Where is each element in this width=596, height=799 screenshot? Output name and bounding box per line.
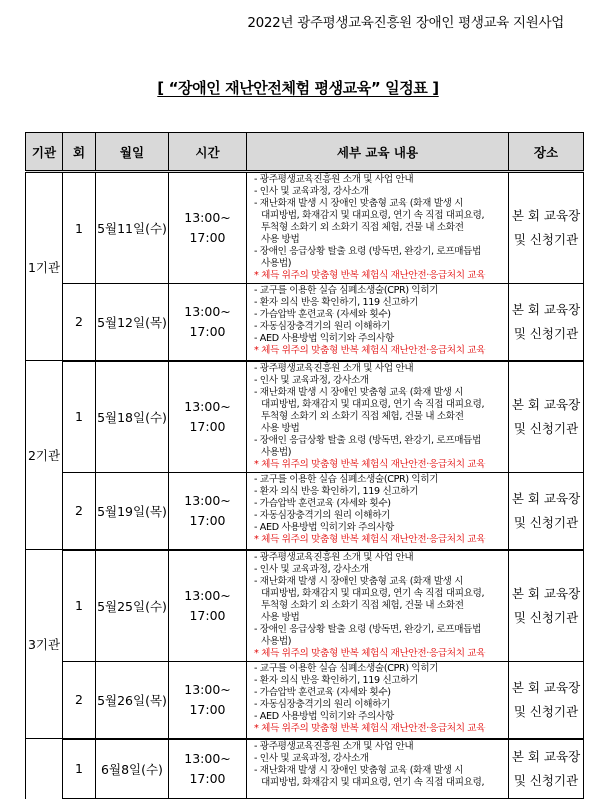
column-header: 세부 교육 내용 — [247, 133, 509, 172]
detail-line: 사용법) — [261, 635, 292, 647]
table-row — [26, 550, 584, 662]
session-number-cell: 1 — [63, 361, 96, 473]
session-place-text: 본 회 교육장 및 신청기관 — [511, 748, 581, 788]
detail-line: - AED 사용방법 익히기와 주의사항 — [254, 711, 394, 722]
session-detail-cell — [247, 172, 509, 284]
session-detail-cell — [247, 473, 509, 550]
title-text: [ “장애인 재난안전체험 평생교육” 일정표 ] — [157, 79, 439, 97]
detail-line: 대피방법, 화재감지 및 대피요령, 연기 속 직접 대피요령, — [261, 776, 485, 788]
detail-line: - AED 사용방법 익히기와 주의사항 — [254, 522, 394, 533]
detail-line: 투척형 소화기 외 소화기 직접 체험, 건물 내 소화전 — [261, 222, 464, 233]
detail-line: - 가슴압박 훈련교육 (자세와 횟수) — [254, 498, 391, 509]
detail-line: 투척형 소화기 외 소화기 직접 체험, 건물 내 소화전 — [261, 599, 464, 611]
detail-line: - 자동심장충격기의 원리 이해하기 — [254, 510, 391, 521]
table-header-row — [26, 133, 584, 172]
detail-line: - 광주평생교육진흥원 소개 및 사업 안내 — [254, 740, 414, 752]
institution-cell: 3기관 — [26, 550, 63, 739]
column-header: 시간 — [169, 133, 247, 172]
session-time-cell — [169, 172, 247, 284]
detail-line: 대피방법, 화재감지 및 대피요령, 연기 속 직접 대피요령, — [261, 398, 485, 410]
session-detail-cell — [247, 361, 509, 473]
session-place-cell — [509, 473, 584, 550]
detail-line: 사용법) — [261, 446, 292, 458]
document-title — [0, 77, 596, 98]
session-time-cell — [169, 662, 247, 739]
detail-line: - 광주평생교육진흥원 소개 및 사업 안내 — [254, 362, 414, 374]
session-place-cell — [509, 662, 584, 739]
session-number-cell: 1 — [63, 739, 96, 799]
detail-line: - 재난화재 발생 시 장애인 맞춤형 교육 (화재 발생 시 — [254, 386, 464, 398]
detail-line: 사용 방법 — [261, 422, 300, 434]
column-header: 회 — [63, 133, 96, 172]
institution-cell — [26, 739, 63, 799]
detail-line: - 장애인 응급상황 탈출 요령 (방독면, 완강기, 로프매듭법 — [254, 623, 481, 635]
detail-line: - 장애인 응급상황 탈출 요령 (방독면, 완강기, 로프매듭법 — [254, 434, 481, 446]
session-time-text: 13:00~ 17:00 — [184, 587, 231, 623]
session-date-cell: 5월11일(수) — [96, 172, 169, 284]
detail-line: - 인사 및 교육과정, 강사소개 — [254, 752, 369, 764]
detail-line: - 재난화재 발생 시 장애인 맞춤형 교육 (화재 발생 시 — [254, 198, 464, 209]
table-row — [26, 172, 584, 284]
session-time-text: 13:00~ 17:00 — [184, 398, 231, 434]
detail-line: 사용법) — [261, 258, 292, 269]
institution-cell: 2기관 — [26, 361, 63, 550]
schedule-body — [26, 172, 584, 799]
detail-line: - 재난화재 발생 시 장애인 맞춤형 교육 (화재 발생 시 — [254, 764, 464, 776]
session-place-text: 본 회 교육장 및 신청기관 — [511, 679, 581, 719]
table-row — [26, 739, 584, 799]
session-place-cell — [509, 361, 584, 473]
session-date-cell: 5월26일(목) — [96, 662, 169, 739]
session-date-cell: 5월18일(수) — [96, 361, 169, 473]
detail-line: 투척형 소화기 외 소화기 직접 체험, 건물 내 소화전 — [261, 410, 464, 422]
session-place-text: 본 회 교육장 및 신청기관 — [511, 208, 581, 247]
detail-line: - 광주평생교육진흥원 소개 및 사업 안내 — [254, 174, 414, 185]
detail-note-line: * 체득 위주의 맞춤형 반복 체험식 재난안전·응급처치 교육 — [254, 458, 486, 470]
detail-line: - 자동심장충격기의 원리 이해하기 — [254, 321, 391, 332]
detail-line: - 인사 및 교육과정, 강사소개 — [254, 374, 369, 386]
session-place-text: 본 회 교육장 및 신청기관 — [511, 396, 581, 436]
session-place-cell — [509, 172, 584, 284]
column-header: 월일 — [96, 133, 169, 172]
detail-line: - 자동심장충격기의 원리 이해하기 — [254, 699, 391, 710]
detail-line: - AED 사용방법 익히기와 주의사항 — [254, 333, 394, 344]
table-row — [26, 284, 584, 361]
session-place-text: 본 회 교육장 및 신청기관 — [511, 585, 581, 625]
session-date-cell: 5월19일(목) — [96, 473, 169, 550]
session-detail-cell — [247, 739, 509, 799]
detail-line: - 환자 의식 반응 확인하기, 119 신고하기 — [254, 486, 419, 497]
detail-line: - 인사 및 교육과정, 강사소개 — [254, 186, 369, 197]
session-time-text: 13:00~ 17:00 — [184, 303, 231, 339]
session-number-cell: 1 — [63, 172, 96, 284]
detail-line: - 교구를 이용한 실습 심폐소생술(CPR) 익히기 — [254, 474, 439, 485]
detail-line: - 광주평생교육진흥원 소개 및 사업 안내 — [254, 551, 414, 563]
detail-note-line: * 체득 위주의 맞춤형 반복 체험식 재난안전·응급처치 교육 — [254, 270, 486, 281]
institution-cell: 1기관 — [26, 172, 63, 361]
column-header: 기관 — [26, 133, 63, 172]
session-place-cell — [509, 739, 584, 799]
session-detail-cell — [247, 550, 509, 662]
table-row — [26, 662, 584, 739]
schedule-table — [25, 132, 584, 799]
session-time-cell — [169, 550, 247, 662]
session-time-cell — [169, 739, 247, 799]
session-time-text: 13:00~ 17:00 — [184, 210, 231, 245]
session-time-text: 13:00~ 17:00 — [184, 681, 231, 717]
detail-line: 사용 방법 — [261, 611, 300, 623]
detail-line: - 교구를 이용한 실습 심폐소생술(CPR) 익히기 — [254, 285, 439, 296]
session-number-cell: 1 — [63, 550, 96, 662]
session-time-cell — [169, 361, 247, 473]
session-number-cell: 2 — [63, 662, 96, 739]
session-place-text: 본 회 교육장 및 신청기관 — [511, 490, 581, 530]
detail-note-line: * 체득 위주의 맞춤형 반복 체험식 재난안전·응급처치 교육 — [254, 723, 486, 734]
session-place-cell — [509, 284, 584, 361]
session-number-cell: 2 — [63, 473, 96, 550]
session-place-cell — [509, 550, 584, 662]
detail-note-line: * 체득 위주의 맞춤형 반복 체험식 재난안전·응급처치 교육 — [254, 647, 486, 659]
detail-line: 사용 방법 — [261, 234, 300, 245]
session-time-cell — [169, 284, 247, 361]
document-header: 2022년 광주평생교육진흥원 장애인 평생교육 지원사업 — [247, 15, 564, 31]
session-place-text: 본 회 교육장 및 신청기관 — [511, 301, 581, 341]
column-header: 장소 — [509, 133, 584, 172]
table-row — [26, 361, 584, 473]
detail-line: - 교구를 이용한 실습 심폐소생술(CPR) 익히기 — [254, 663, 439, 674]
detail-line: - 재난화재 발생 시 장애인 맞춤형 교육 (화재 발생 시 — [254, 575, 464, 587]
detail-line: 대피방법, 화재감지 및 대피요령, 연기 속 직접 대피요령, — [261, 587, 485, 599]
detail-line: - 환자 의식 반응 확인하기, 119 신고하기 — [254, 675, 419, 686]
detail-line: - 환자 의식 반응 확인하기, 119 신고하기 — [254, 297, 419, 308]
detail-line: - 가슴압박 훈련교육 (자세와 횟수) — [254, 687, 391, 698]
session-date-cell: 5월25일(수) — [96, 550, 169, 662]
session-number-cell: 2 — [63, 284, 96, 361]
detail-line: - 장애인 응급상황 탈출 요령 (방독면, 완강기, 로프매듭법 — [254, 246, 481, 257]
session-detail-cell — [247, 284, 509, 361]
detail-line: - 인사 및 교육과정, 강사소개 — [254, 563, 369, 575]
session-time-cell — [169, 473, 247, 550]
session-time-text: 13:00~ 17:00 — [184, 750, 231, 786]
session-date-cell: 6월8일(수) — [96, 739, 169, 799]
detail-line: 대피방법, 화재감지 및 대피요령, 연기 속 직접 대피요령, — [261, 210, 485, 221]
session-time-text: 13:00~ 17:00 — [184, 492, 231, 528]
detail-line: - 가슴압박 훈련교육 (자세와 횟수) — [254, 309, 391, 320]
detail-note-line: * 체득 위주의 맞춤형 반복 체험식 재난안전·응급처치 교육 — [254, 534, 486, 545]
detail-note-line: * 체득 위주의 맞춤형 반복 체험식 재난안전·응급처치 교육 — [254, 345, 486, 356]
session-detail-cell — [247, 662, 509, 739]
table-row — [26, 473, 584, 550]
session-date-cell: 5월12일(목) — [96, 284, 169, 361]
